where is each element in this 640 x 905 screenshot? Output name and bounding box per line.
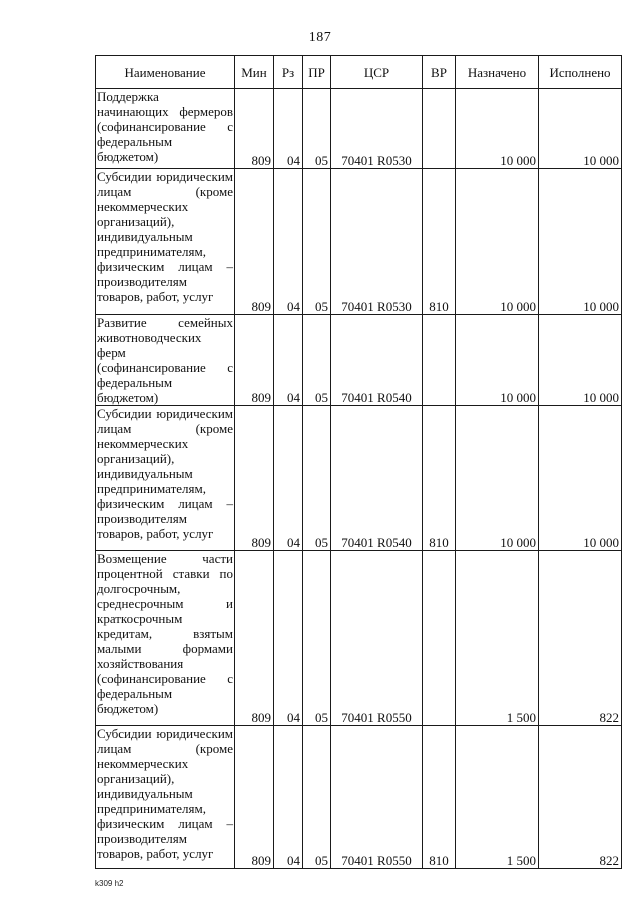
row-assigned: 10 000 [456,169,539,315]
row-assigned: 1 500 [456,551,539,726]
row-name: Субсидии юридическим лицам (кроме некоммерческих организаций), индивидуальным предпринимателям, физическим лицам – производителям товаров, работ, услуг [96,169,235,315]
row-name: Субсидии юридическим лицам (кроме некоммерческих организаций), индивидуальным предпринимателям, физическим лицам – производителям товаров, работ, услуг [96,726,235,869]
header-min: Мин [235,56,274,89]
row-rz: 04 [274,169,303,315]
row-rz: 04 [274,726,303,869]
header-rz: Рз [274,56,303,89]
table-row [96,551,622,726]
header-assigned: Назначено [456,56,539,89]
header-name: Наименование [96,56,235,89]
row-name: Поддержка начинающих фермеров (софинансирование с федеральным бюджетом) [96,89,235,169]
table-row [96,315,622,406]
header-vr: ВР [423,56,456,89]
row-min: 809 [235,551,274,726]
table-row [96,726,622,869]
row-vr: 810 [423,169,456,315]
row-assigned: 10 000 [456,315,539,406]
row-executed: 10 000 [539,315,622,406]
row-csr: 70401 R0540 [331,315,423,406]
row-pr: 05 [303,726,331,869]
table-header-row [96,56,622,89]
row-min: 809 [235,315,274,406]
row-executed: 822 [539,551,622,726]
footer-mark: k309 h2 [95,879,124,888]
table-row [96,169,622,315]
row-executed: 10 000 [539,89,622,169]
row-name: Развитие семейных животноводческих ферм (софинансирование с федеральным бюджетом) [97,315,233,405]
row-vr [423,315,456,406]
row-vr [423,89,456,169]
row-csr: 70401 R0550 [331,551,423,726]
row-assigned: 1 500 [456,726,539,869]
row-pr: 05 [303,551,331,726]
row-assigned: 10 000 [456,89,539,169]
row-rz: 04 [274,551,303,726]
row-name: Субсидии юридическим лицам (кроме некоммерческих организаций), индивидуальным предпринимателям, физическим лицам – производителям товаров, работ, услуг [96,406,235,551]
row-min: 809 [235,169,274,315]
row-csr: 70401 R0540 [331,406,423,551]
row-assigned: 10 000 [456,406,539,551]
row-min: 809 [235,406,274,551]
header-csr: ЦСР [331,56,423,89]
row-executed: 822 [539,726,622,869]
row-vr: 810 [423,406,456,551]
header-executed: Исполнено [539,56,622,89]
row-executed: 10 000 [539,406,622,551]
header-pr: ПР [303,56,331,89]
table-row [96,89,622,169]
row-executed: 10 000 [539,169,622,315]
row-pr: 05 [303,169,331,315]
page-number: 187 [308,30,332,45]
row-rz: 04 [274,89,303,169]
row-pr: 05 [303,315,331,406]
row-vr: 810 [423,726,456,869]
row-min: 809 [235,89,274,169]
row-min: 809 [235,726,274,869]
budget-table [95,55,622,869]
row-pr: 05 [303,89,331,169]
table-row [96,406,622,551]
row-pr: 05 [303,406,331,551]
row-csr: 70401 R0550 [331,726,423,869]
row-csr: 70401 R0530 [331,169,423,315]
row-rz: 04 [274,406,303,551]
row-name: Возмещение части процентной ставки по долгосрочным, среднесрочным и краткосрочным кредитам, взятым малыми формами хозяйствования (софинансирование с федеральным бюджетом) [96,551,235,726]
row-vr [423,551,456,726]
row-rz: 04 [274,315,303,406]
row-csr: 70401 R0530 [331,89,423,169]
